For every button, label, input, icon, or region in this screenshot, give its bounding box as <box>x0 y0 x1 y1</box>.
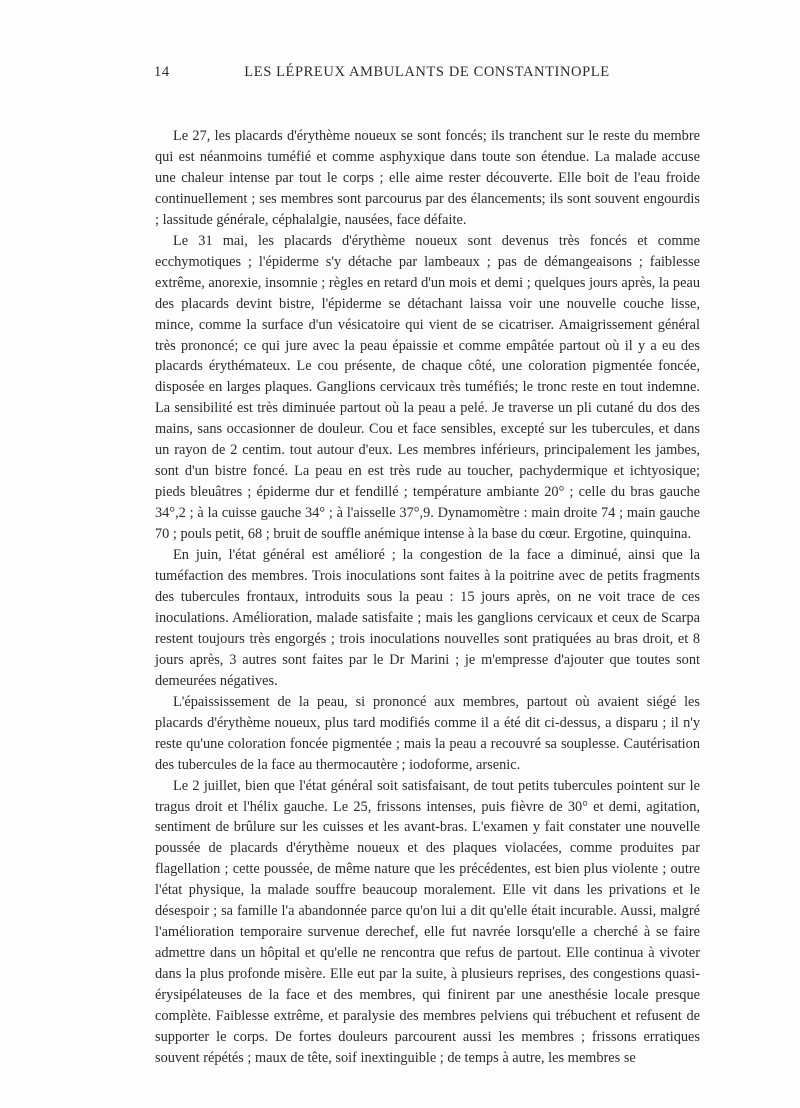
paragraph: Le 31 mai, les placards d'érythème noueux sont devenus très foncés et comme ecchymotiques ; l'épiderme s'y détache par lambeaux ; pas de démangeaisons ; faiblesse extrême, anorexie, insomnie ; règles en retard d'un mois et demi ; quelques jours après, la peau des placards devint bistre, l'épiderme se détachant laissa voir une nouvelle couche lisse, mince, comme la surface d'un vésicatoire qui vient de se cicatriser. Amaigrissement général très prononcé; ce qui jure avec la peau épaissie et comme empâtée partout où il y a eu des placards érythémateux. Le cou présente, de chaque côté, une coloration pigmentée foncée, disposée en larges plaques. Ganglions cervicaux très tuméfiés; le tronc reste en tout indemne. La sensibilité est très diminuée partout où la peau a pelé. Je traverse un pli cutané du dos des mains, sans occasionner de douleur. Cou et face sensibles, excepté sur les tubercules, et dans un rayon de 2 centim. tout autour d'eux. Les membres inférieurs, principalement les jambes, sont d'un bistre foncé. La peau en est très rude au toucher, pachydermique et ichtyosique; pieds bleuâtres ; épiderme dur et fendillé ; température ambiante 20° ; celle du bras gauche 34°,2 ; à la cuisse gauche 34° ; à l'aisselle 37°,9. Dynamomètre : main droite 74 ; main gauche 70 ; pouls petit, 68 ; bruit de souffle anémique intense à la base du cœur. Ergotine, quinquina. <box>155 232 700 543</box>
paragraph: L'épaississement de la peau, si prononcé aux membres, partout où avaient siégé les placards d'érythème noueux, plus tard modifiés comme il a été dit ci-dessus, a disparu ; il n'y reste qu'une coloration foncée pigmentée ; mais la peau a recouvré sa souplesse. Cautérisation des tubercules de la face au thermocautère ; iodoforme, arsenic. <box>155 693 700 773</box>
paragraph: Le 27, les placards d'érythème noueux se sont foncés; ils tranchent sur le reste du membre qui est néanmoins tuméfié et comme asphyxique dans toute son étendue. La malade accuse une chaleur intense par tout le corps ; elle aime rester découverte. Elle boit de l'eau froide continuellement ; ses membres sont parcourus par des élancements; ils sont souvent engourdis ; lassitude générale, céphalalgie, nausées, face défaite. <box>155 128 700 228</box>
page-header <box>154 64 700 86</box>
paragraph: Le 2 juillet, bien que l'état général soit satisfaisant, de tout petits tubercules pointent sur le tragus droit et l'hélix gauche. Le 25, frissons intenses, puis fièvre de 30° et demi, agitation, sentiment de brûlure sur les cuisses et les avant-bras. L'examen y fait constater une nouvelle poussée de placards d'érythème noueux et des plaques violacées, comme produites par flagellation ; cette poussée, de même nature que les précédentes, est bien plus violente ; outre l'état physique, la malade souffre beaucoup moralement. Elle vit dans les privations et le désespoir ; sa famille l'a abandonnée parce qu'on lui a dit qu'elle était incurable. Aussi, malgré l'amélioration temporaire survenue derechef, elle fut navrée lorsqu'elle a cherché à se faire admettre dans un hôpital et qu'elle ne rencontra que refus de partout. Elle continua à vivoter dans la plus profonde misère. Elle eut par la suite, à plusieurs reprises, des congestions quasi-érysipélateuses de la face et des membres, qui finirent par une anesthésie locale presque complète. Faiblesse extrême, et paralysie des membres pelviens qui trébuchent et refusent de supporter le corps. De fortes douleurs parcourent aussi les membres ; frissons erratiques souvent répétés ; maux de tête, soif inextinguible ; de temps à autre, les membres se <box>155 777 700 1066</box>
body-text <box>155 126 700 1069</box>
paragraph: En juin, l'état général est amélioré ; la congestion de la face a diminué, ainsi que la tuméfaction des membres. Trois inoculations sont faites à la poitrine avec de petits fragments des tubercules frontaux, introduits sous la peau : 15 jours après, on ne voit trace de ces inoculations. Amélioration, malade satisfaite ; mais les ganglions cervicaux et ceux de Scarpa restent toujours très engorgés ; trois inoculations nouvelles sont pratiquées au bras droit, et 8 jours après, 3 autres sont faites par le Dr Marini ; je m'empresse d'ajouter que toutes sont demeurées négatives. <box>155 547 700 689</box>
running-title: LES LÉPREUX AMBULANTS DE CONSTANTINOPLE <box>244 64 610 80</box>
page-number: 14 <box>154 64 170 80</box>
